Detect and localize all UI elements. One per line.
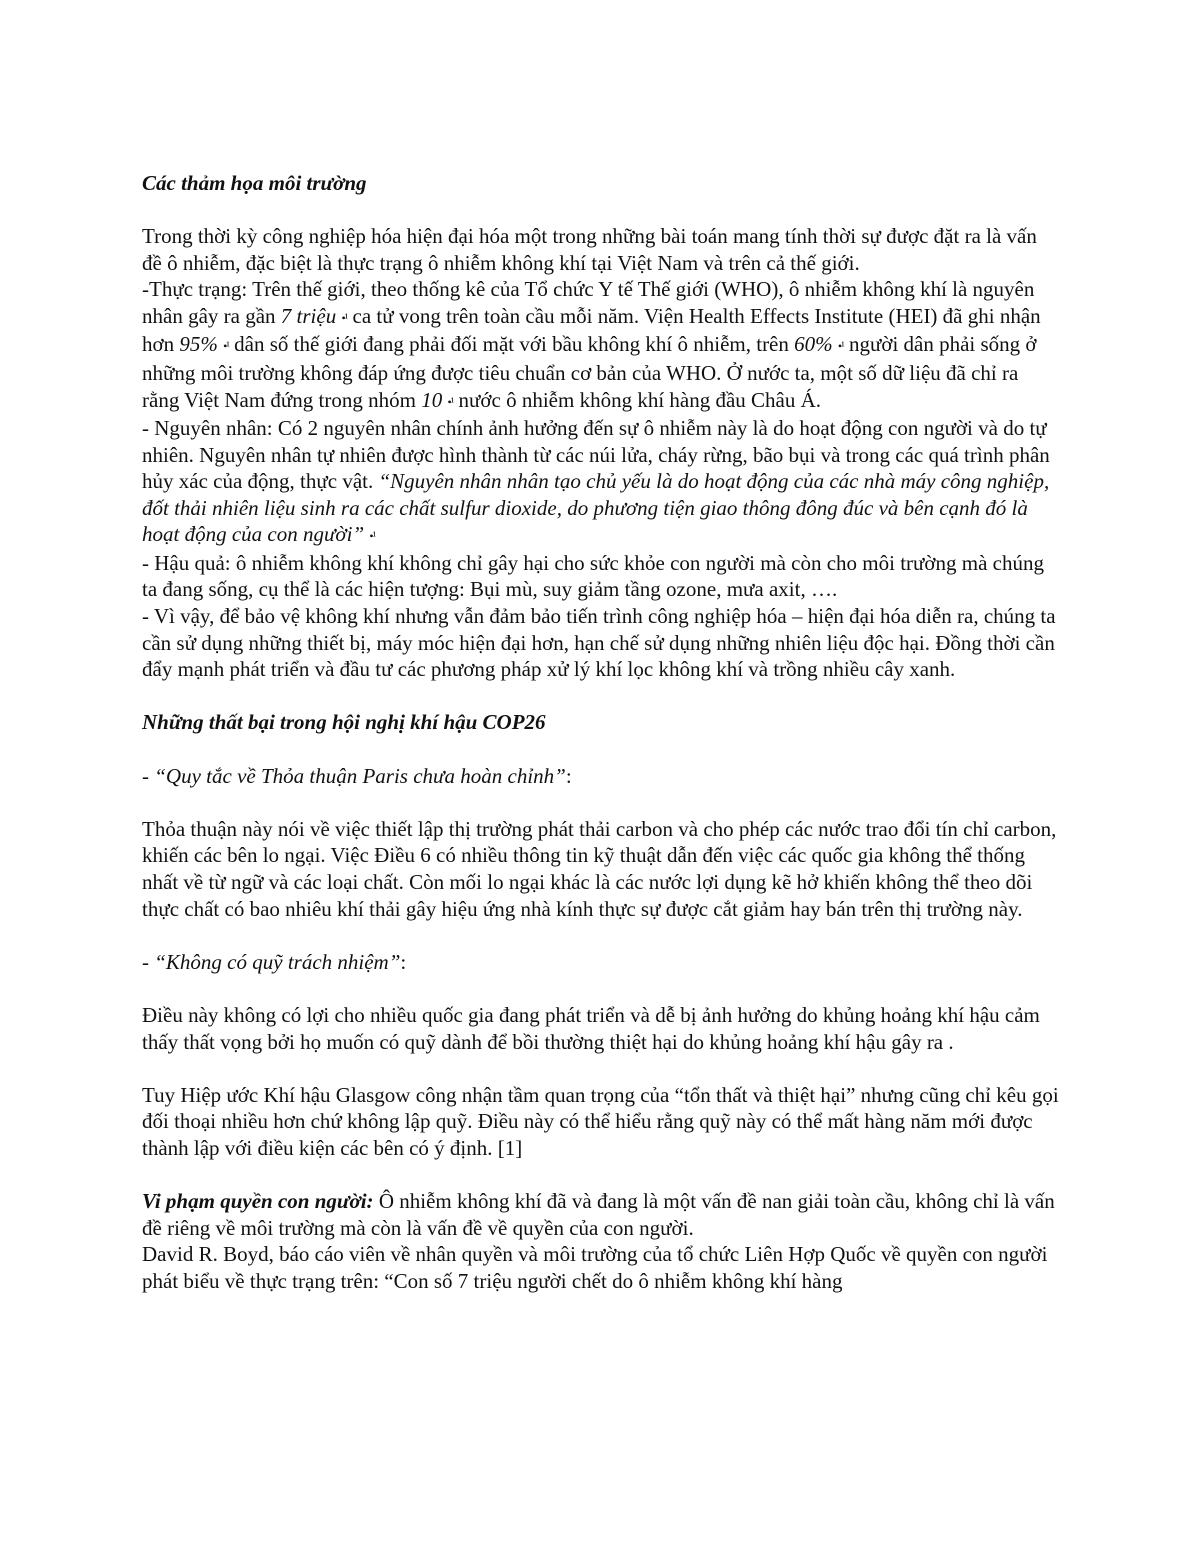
status-text-1: -Thực trạng: Trên thế giới, theo thống kê của Tổ chức Y tế Thế giới (WHO), ô nhiễm không khí là nguyên nhân gây ra gần <box>142 277 1035 328</box>
spacer <box>142 922 1060 949</box>
subheading-title: “Quy tắc về Thỏa thuận Paris chưa hoàn chỉnh” <box>154 763 566 788</box>
footnote-marker-icon: •¹ <box>447 394 454 409</box>
footnote-marker-icon: •¹ <box>341 310 348 325</box>
subheading-title: “Không có quỹ trách nhiệm” <box>154 949 401 974</box>
paragraph-status <box>142 276 1060 415</box>
section-heading-cop26-failures: Những thất bại trong hội nghị khí hậu COP26 <box>142 710 546 735</box>
footnote-marker-icon: •¹ <box>837 339 844 354</box>
subheading-suffix: : <box>400 949 407 974</box>
paragraph-consequence: - Hậu quả: ô nhiễm không khí không chỉ gây hại cho sức khỏe con người mà còn cho môi trường mà chúng ta đang sống, cụ thể là các hiện tượng: Bụi mù, suy giảm tầng ozone, mưa axit, …. <box>142 550 1045 602</box>
cause-quote: “Nguyên nhân nhân tạo chủ yếu là do hoạt động của các nhà máy công nghiệp, đốt thải nhiên liệu sinh ra các chất sulfur dioxide, do phương tiện giao thông đông đúc và bên cạnh đó là hoạt động của con người” <box>142 469 1050 547</box>
status-text-5: nước ô nhiễm không khí hàng đầu Châu Á. <box>453 387 822 412</box>
footnote-marker-icon: •¹ <box>223 339 229 354</box>
paragraph-human-rights <box>142 1188 1060 1241</box>
spacer <box>142 683 1060 710</box>
spacer <box>142 1055 1060 1082</box>
spacer <box>142 1162 1060 1189</box>
spacer <box>142 789 1060 816</box>
status-figure-10: 10 <box>421 387 443 412</box>
footnote-marker-icon: •¹ <box>369 529 376 544</box>
paragraph-glasgow-pact: Tuy Hiệp ước Khí hậu Glasgow công nhận tầm quan trọng của “tổn thất và thiệt hại” nhưng cũng chỉ kêu gọi đối thoại nhiều hơn chứ không lập quỹ. Điều này có thể hiểu rằng quỹ này có thể mất hàng năm mới được thành lập với điều kiện các bên có ý định. [1] <box>142 1082 1059 1160</box>
subheading-prefix: - <box>142 763 155 788</box>
subheading-suffix: : <box>565 763 572 788</box>
paragraph-cause <box>142 415 1060 550</box>
status-figure-7-million: 7 triệu <box>280 303 337 328</box>
status-figure-60-percent: 60% <box>794 332 833 357</box>
status-text-4: người dân phải sống ở những môi trường không đáp ứng được tiêu chuẩn cơ bản của WHO. Ở nước ta, một số dữ liệu đã chỉ ra rằng Việt Nam đứng trong nhóm <box>142 332 1037 412</box>
subheading-paris-rules <box>142 763 1060 790</box>
spacer <box>142 736 1060 763</box>
status-text-2: ca tử vong trên toàn cầu mỗi năm. Viện Health Effects Institute (HEI) đã ghi nhận hơn <box>142 303 1041 357</box>
cause-text: - Nguyên nhân: Có 2 nguyên nhân chính ảnh hưởng đến sự ô nhiễm này là do hoạt động con người và do tự nhiên. Nguyên nhân tự nhiên được hình thành từ các núi lửa, cháy rừng, bão bụi và trong các quá trình phân hủy xác của động, thực vật. <box>142 416 1050 494</box>
status-text-3: dân số thế giới đang phải đối mặt với bầu không khí ô nhiễm, trên <box>228 332 795 357</box>
human-rights-text: Ô nhiễm không khí đã và đang là một vấn đề nan giải toàn cầu, không chỉ là vấn đề riêng về môi trường mà còn là vấn đề về quyền của con người. <box>142 1189 1055 1240</box>
section-heading-environmental-disasters: Các thảm họa môi trường <box>142 171 367 195</box>
subheading-prefix: - <box>142 949 155 974</box>
paragraph-carbon-market: Thỏa thuận này nói về việc thiết lập thị trường phát thải carbon và cho phép các nước trao đổi tín chỉ carbon, khiến các bên lo ngại. Việc Điều 6 có nhiều thông tin kỹ thuật dẫn đến việc các quốc gia không thể thống nhất về từ ngữ và các loại chất. Còn mối lo ngại khác là các nước lợi dụng kẽ hở khiến không thể theo dõi thực chất có bao nhiêu khí thải gây hiệu ứng nhà kính thực sự được cắt giảm hay bán trên thị trường này. <box>142 816 1057 921</box>
paragraph-david-boyd: David R. Boyd, báo cáo viên về nhân quyền và môi trường của tổ chức Liên Hợp Quốc về quyền con người phát biểu về thực trạng trên: “Con số 7 triệu người chết do ô nhiễm không khí hàng <box>142 1242 1048 1293</box>
paragraph-intro: Trong thời kỳ công nghiệp hóa hiện đại hóa một trong những bài toán mang tính thời sự được đặt ra là vấn đề ô nhiễm, đặc biệt là thực trạng ô nhiễm không khí tại Việt Nam và trên cả thế giới. <box>142 224 1037 275</box>
paragraph-developing-countries: Điều này không có lợi cho nhiều quốc gia đang phát triển và dễ bị ảnh hưởng do khủng hoảng khí hậu cảm thấy thất vọng bởi họ muốn có quỹ dành để bồi thường thiệt hại do khủng hoảng khí hậu gây ra . <box>142 1002 1040 1054</box>
paragraph-solution: - Vì vậy, để bảo vệ không khí nhưng vẫn đảm bảo tiến trình công nghiệp hóa – hiện đại hóa diễn ra, chúng ta cần sử dụng những thiết bị, máy móc hiện đại hơn, hạn chế sử dụng những nhiên liệu độc hại. Đồng thời cần đẩy mạnh phát triển và đầu tư các phương pháp xử lý khí lọc không khí và trồng nhiều cây xanh. <box>142 604 1056 682</box>
subheading-no-liability-fund <box>142 949 1060 976</box>
status-figure-95-percent: 95% <box>179 332 218 357</box>
human-rights-lead: Vi phạm quyền con người: <box>142 1189 374 1214</box>
spacer <box>142 197 1060 224</box>
spacer <box>142 975 1060 1002</box>
